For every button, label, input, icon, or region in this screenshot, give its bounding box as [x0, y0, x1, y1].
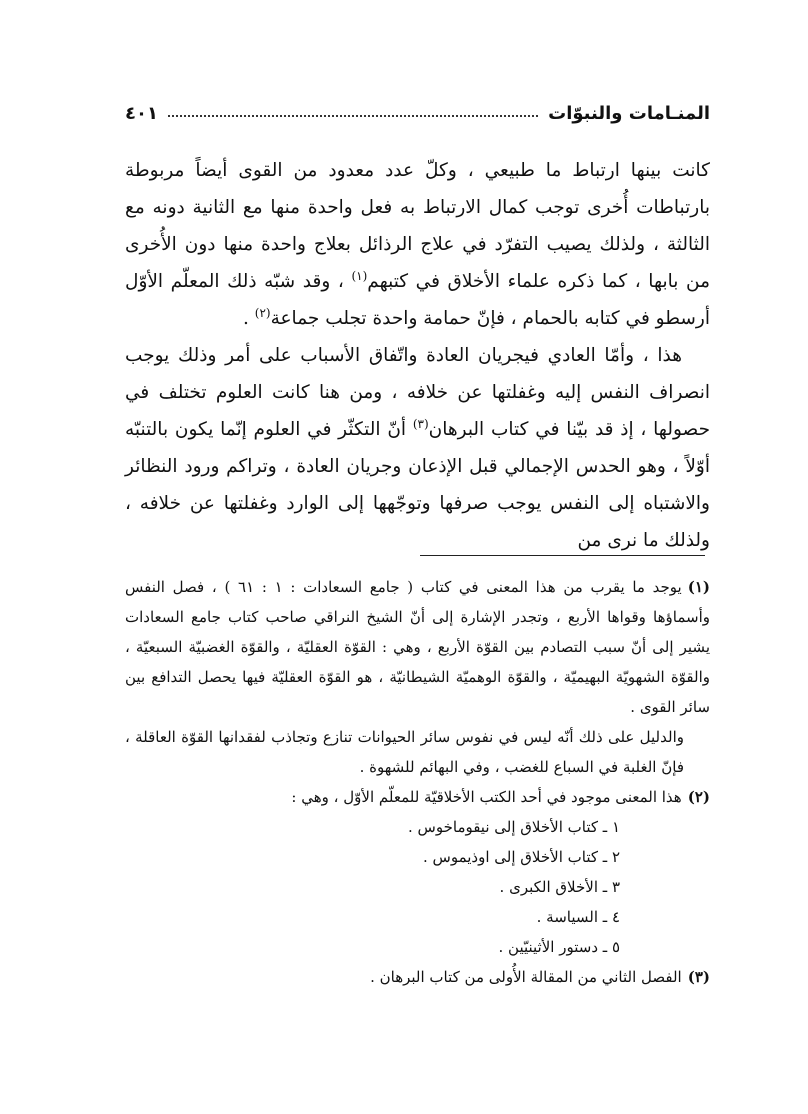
paragraph-1	[125, 152, 710, 337]
paragraph-1-part-a: كانت بينها ارتباط ما طبيعي ، وكلّ عدد معدود من القوى أيضاً مربوطة بارتباطات أُخرى توجب كمال الارتباط به فعل واحدة منها مع الثانية دونه مع الثالثة ، ولذلك يصيب التفرّد في علاج الرذائل بعلاج واحدة منها دون الأُخرى من بابها ، كما ذكره علماء الأخلاق في كتبهم	[125, 160, 710, 292]
header-title: المنـامات والنبوّات	[548, 102, 710, 124]
running-header	[125, 98, 710, 128]
list-item: ٤ ـ السياسة .	[536, 908, 620, 926]
footnote-2	[125, 782, 710, 812]
footnote-3	[125, 962, 710, 992]
footnote-1-number: (١)	[687, 578, 711, 596]
footnote-3-number: (٣)	[687, 968, 710, 986]
paragraph-2-part-b: أنّ التكثّر في العلوم إنّما يكون بالتنبّه أوّلاً ، وهو الحدس الإجمالي قبل الإذعان وجريان العادة ، وتراكم ورود النظائر والاشتباه إلى النفس يوجب صرفها وتوجّهها إلى الوارد وغفلتها عن خلافه ، ولذلك ما نرى من	[125, 419, 710, 551]
list-item: ١ ـ كتاب الأخلاق إلى نيقوماخوس .	[408, 818, 620, 836]
footnotes	[125, 572, 710, 992]
paragraph-2-part-a: هذا ، وأمّا العادي فيجريان العادة واتّفاق الأسباب على أمر وذلك يوجب انصراف النفس إليه وغفلتها عن خلافه ، ومن هنا كانت العلوم تختلف في حصولها ، إذ قد بيّنا في كتاب البرهان	[125, 345, 711, 440]
footnote-ref-3: (٣)	[412, 416, 429, 431]
page-number: ٤٠١	[125, 102, 158, 124]
footnote-2-text: هذا المعنى موجود في أحد الكتب الأخلاقيّة للمعلّم الأوّل ، وهي :	[291, 788, 682, 806]
footnote-2-list	[125, 812, 710, 962]
paragraph-1-part-c: .	[243, 308, 255, 329]
paragraph-2	[125, 337, 710, 559]
footnote-ref-2: (٢)	[254, 305, 271, 320]
paragraph-1-part-b: ، وقد شبّه ذلك المعلّم الأوّل أرسطو في كتابه بالحمام ، فإنّ حمامة واحدة تجلب جماعة	[125, 271, 710, 329]
list-item: ٣ ـ الأخلاق الكبرى .	[499, 878, 620, 896]
list-item: ٥ ـ دستور الأثينيّين .	[498, 938, 620, 956]
footnote-1	[125, 572, 710, 722]
header-leader-dots	[168, 115, 538, 117]
footnote-separator	[420, 555, 705, 556]
list-item: ٢ ـ كتاب الأخلاق إلى اوذيموس .	[422, 848, 620, 866]
main-text	[125, 152, 710, 559]
footnote-1-continuation: والدليل على ذلك أنّه ليس في نفوس سائر الحيوانات تنازع وتجاذب لفقدانها القوّة العاقلة ، فإنّ الغلبة في السباع للغضب ، وفي البهائم للشهوة .	[125, 728, 684, 776]
footnote-3-text: الفصل الثاني من المقالة الأُولى من كتاب البرهان .	[370, 968, 682, 986]
footnote-1-text: يوجد ما يقرب من هذا المعنى في كتاب ( جامع السعادات : ١ : ٦١ ) ، فصل النفس وأسماؤها وقواها الأربع ، وتجدر الإشارة إلى أنّ الشيخ النراقي صاحب كتاب جامع السعادات يشير إلى أنّ سبب التصادم بين القوّة الأربع ، وهي : القوّة العقليّة ، والقوّة الغضبيّة السبعيّة ، والقوّة الشهويّة البهيميّة ، والقوّة الوهميّة الشيطانيّة ، هو القوّة العقليّة فيها يحصل التدافع بين سائر القوى .	[125, 578, 710, 716]
footnote-ref-1: (١)	[351, 268, 368, 283]
footnote-2-number: (٢)	[687, 788, 710, 806]
